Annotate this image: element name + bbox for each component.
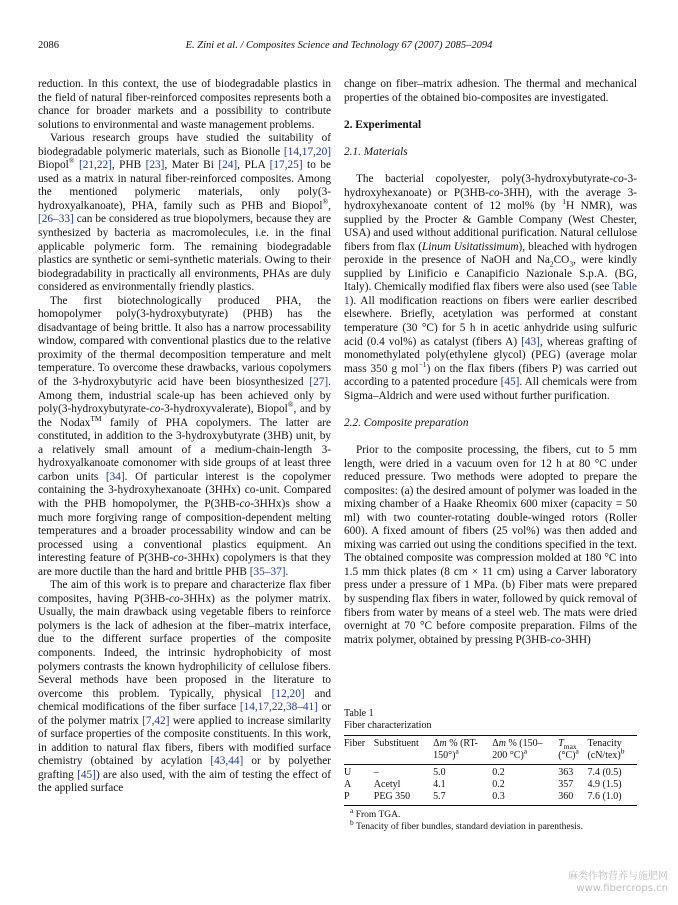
section-heading: 2. Experimental xyxy=(344,118,422,131)
text: , xyxy=(328,199,331,212)
text: family of PHA copolymers. The latter are constituted, in addition to the 3-hydroxybutyrate (3HB) unit, by a relatively small amount of a medium-chain-length 3-hydroxyalkanoate comonomer with side groups of at least three carbon units xyxy=(38,416,332,483)
citation-link[interactable]: [14,17,20] xyxy=(283,145,331,158)
text: -3-hydroxyvalerate), Biopol xyxy=(160,403,288,416)
cell-substituent: Acetyl xyxy=(373,779,401,790)
text: or of the polymer matrix xyxy=(38,701,331,727)
text: . Among them, industrial scale-up has been achieved only by poly(3-hydroxybutyrate- xyxy=(38,376,331,416)
table-footnote: $^b$ Tenacity of fiber bundles, standard deviation in parenthesis. xyxy=(350,817,583,832)
citation-link[interactable]: [14,17,22,38–41] xyxy=(239,701,318,714)
header-dm-150-200: Δm % (150– 200 °C)$^a$ xyxy=(492,736,558,765)
italic-co: co xyxy=(173,552,184,565)
citation-link[interactable]: [34] xyxy=(105,470,125,483)
italic-co: co xyxy=(550,633,562,646)
cell-dm2: 0.2 xyxy=(492,779,505,790)
table-footnote: $^a$ From TGA. xyxy=(350,805,401,820)
subsection-heading: 2.2. Composite preparation xyxy=(344,416,469,429)
table-caption: Fiber characterization xyxy=(344,720,432,731)
text: The first biotechnologically produced PHA, the homopolymer poly(3-hydroxybutyrate) (PHB) has the disadvantage of being brittle. It also has a narrow processability window, compared with conventional plastics due to the relative proximity of the thermal decomposition temperature and melt temperature. To overcome these drawbacks, various copolymers of the 3-hydroxybutyric acid have been biosynthesized xyxy=(38,294,331,389)
cell-dm1: 5.7 xyxy=(433,791,492,806)
text: Various research groups have studied the suitability of biodegradable polymeric materials, such as Bionolle xyxy=(38,132,331,158)
text: The bacterial copolyester, poly(3-hydroxybutyrate- xyxy=(356,172,614,185)
latin-name: Linum Usitatissimum xyxy=(422,240,519,253)
cell-dm1: 5.0 xyxy=(433,767,446,778)
text: can be considered as true biopolymers, because they are synthesized by bacteria as macromolecules, i.e. in the final applicable polymeric form. The remaining biodegradable plastics are synthetic or semi-synthetic materials. Owing to their biodegradability in practically all environments, PHAs are duly considered as environmentally friendly plastics. xyxy=(38,213,331,294)
text: or by polyether grafting xyxy=(38,755,331,781)
header-substituent: Substituent xyxy=(374,736,433,765)
header-tmax: $T_{max}$ $(^\circ C)^a$ xyxy=(558,736,587,765)
text: -3HH), with the average 3-hydroxyhexanoate content of 12 mol% (by xyxy=(344,186,637,213)
cell-substituent: – xyxy=(373,767,379,778)
spacer xyxy=(344,430,637,444)
header-tenacity: Tenacity $(cN/tex)^b$ xyxy=(587,736,637,765)
paragraph xyxy=(38,132,331,295)
table-header-row xyxy=(344,736,637,765)
citation-link[interactable]: [43,44] xyxy=(210,755,244,768)
subscript: 2 xyxy=(549,259,554,269)
text: Biopol xyxy=(38,159,69,172)
paragraph xyxy=(344,173,637,403)
citation-link[interactable]: [26–33] xyxy=(38,213,74,226)
subsection-heading: 2.1. Materials xyxy=(344,145,408,158)
text: , PHB xyxy=(111,159,146,172)
text: ) are also used, with the aim of testing the effect of the applied surface xyxy=(38,768,331,795)
text: -3HHx) as the polymer matrix. Usually, the main drawback using vegetable fibers to reinforce polymers is the lack of adhesion at the fiber–matrix interface, due to the different surface properties of the composite components. Indeed, the intrinsic hydrophobicity of most polymers contrasts the known hydrophilicity of cellulose fibers. Several methods have been proposed in the literature to overcome this problem. Typically, physical xyxy=(38,592,332,700)
subscript: 3 xyxy=(569,259,574,269)
citation-link[interactable]: [17,25] xyxy=(269,159,303,172)
page-header xyxy=(38,40,640,54)
spacer xyxy=(344,403,637,417)
table-reference-link[interactable]: Table 1 xyxy=(344,281,637,307)
registered-mark: ® xyxy=(68,156,75,166)
citation-link[interactable]: [43] xyxy=(521,335,540,348)
watermark-line: 麻类作物营养与施肥网 xyxy=(568,871,668,882)
italic-co: co xyxy=(169,592,180,605)
cell-dm2: 0.2 xyxy=(492,767,505,778)
citation-link[interactable]: [35–37] xyxy=(249,565,286,578)
cell-fiber: U xyxy=(344,767,352,778)
text: Prior to the composite processing, the fibers, cut to 5 mm length, were dried in a vacuum oven for 12 h at 80 °C under reduced pressure. Two methods were adopted to prepare the composites: (a) the desired amount of polymer was loaded in the mixing chamber of a Haake Rheomix 600 mixer (capacity = 50 ml) with two counter-rotating double-winged rotors (Roller 600). A fixed amount of fibers (25 vol%) was then added and mixing was carried out using the conditions specified in the text. The obtained composite was compression molded at 180 °C into 1.5 mm thick plates (8 cm × 11 cm) using a Carver laboratory press under a pressure of 1 MPa. (b) Fiber mats were prepared by suspending flax fibers in water, followed by quick removal of fibers from water by means of a steel web. The mats were dried overnight at 70 °C before composite preparation. Films of the matrix polymer, obtained by pressing P(3HB- xyxy=(344,444,637,646)
citation-link[interactable]: [12,20] xyxy=(271,687,305,700)
cell-tenacity: 7.4 (0.5) xyxy=(587,767,622,778)
text: CO xyxy=(553,254,570,267)
paragraph: change on fiber–matrix adhesion. The thermal and mechanical properties of the obtained bio-composites are investigated. xyxy=(344,78,637,104)
italic-co: co xyxy=(239,497,251,510)
text: -3HHx)s show a much more forgiving range of composition-dependent melting temperatures and a broader processability window and can be processed using a conventional plastics equipment. An interesting feature of P(3HB- xyxy=(38,497,331,565)
text: , and by the Nodax xyxy=(38,403,331,429)
text: and chemical modifications of the fiber surface xyxy=(38,687,331,714)
table-label: Table 1 xyxy=(344,708,374,719)
citation-link[interactable]: [45] xyxy=(500,376,520,389)
text: ). All modification reactions on fibers were earlier described elsewhere. Briefly, acetylation was performed at constant temperature (30 °C) for 5 h in acetic anhydride using sulfuric acid (0.4 vol%) as catalyst (fibers A) xyxy=(344,294,637,348)
text: . Of particular interest is the copolymer containing the 3-hydroxyhexanoate (3HHx) co-unit. Compared with the PHB homopolymer, the P(3HB- xyxy=(38,470,331,510)
text: The aim of this work is to prepare and characterize flax fiber composites, having P(3HB- xyxy=(38,579,331,605)
text: were applied to increase similarity of surface properties of the composite constituents. In this work, in addition to natural flax fibers, fibers with modified surface chemistry (obtained by acylation xyxy=(38,714,331,768)
watermark-line: www.fibercrops.cn xyxy=(576,883,668,894)
italic-co: co xyxy=(613,172,624,185)
paragraph xyxy=(344,444,637,647)
citation-link[interactable]: [23] xyxy=(145,159,165,172)
registered-mark: ® xyxy=(322,197,329,207)
text: , were kindly supplied by Linificio e Canapificio Nazionale S.p.A. (BG, Italy). Chemically modified flax fibers were also used (see xyxy=(344,254,637,294)
fiber-characterization-table xyxy=(344,735,637,806)
paragraph xyxy=(38,579,331,796)
superscript: −1 xyxy=(418,359,427,369)
text: , PLA xyxy=(237,159,270,172)
trademark-mark: TM xyxy=(90,413,102,423)
italic-co: co xyxy=(149,403,161,416)
cell-tenacity: 4.9 (1.5) xyxy=(587,779,622,790)
superscript: 1 xyxy=(562,197,567,207)
running-title: E. Zini et al. / Composites Science and Technology 67 (2007) 2085–2094 xyxy=(185,40,493,51)
text: -3-hydroxyhexanoate) or P(3HB- xyxy=(344,172,637,199)
registered-mark: ® xyxy=(287,400,294,410)
citation-link[interactable]: [7,42] xyxy=(142,714,170,727)
paragraph xyxy=(38,295,331,579)
paragraph: reduction. In this context, the use of biodegradable plastics in the field of natural fiber-reinforced composites represents both a chance for broader markets and a possibility to contribute solutions to environmental and waste management problems. xyxy=(38,78,331,131)
spacer xyxy=(344,159,637,173)
cell-dm1: 4.1 xyxy=(433,779,446,790)
cell-dm2: 0.3 xyxy=(492,791,558,806)
text: -3HHx) copolymers is that they are more ductile than the hard and brittle PHB xyxy=(38,552,331,578)
table-row xyxy=(344,779,637,791)
text: . All chemicals were from Sigma–Aldrich and were used without further purification. xyxy=(344,376,637,402)
spacer xyxy=(344,132,637,146)
header-fiber: Fiber xyxy=(344,736,374,765)
text: , whereas grafting of monomethylated poly(ethylene glycol) (PEG) (average molar mass 350 g mol xyxy=(344,335,637,375)
table-1 xyxy=(344,708,637,833)
text: ) on the flax fibers (fibers P) was carried out according to a patented procedure xyxy=(344,362,638,389)
header-dm-rt-150: Δm % (RT- 150°)$^a$ xyxy=(433,736,492,765)
table-row xyxy=(344,765,637,780)
cell-tmax: 357 xyxy=(558,779,574,790)
citation-link[interactable]: [21,22] xyxy=(78,159,112,172)
table-row xyxy=(344,791,637,806)
watermark xyxy=(568,871,668,895)
citation-link[interactable]: [27] xyxy=(309,376,329,389)
italic-co: co xyxy=(489,186,500,199)
citation-link[interactable]: [24] xyxy=(218,159,238,172)
text: , Mater Bi xyxy=(164,159,219,172)
spacer xyxy=(344,105,637,119)
right-column xyxy=(344,78,637,647)
text: ), bleached with hydrogen peroxide in the presence of NaOH and Na xyxy=(344,240,637,267)
table-footnotes xyxy=(344,805,637,833)
cell-tenacity: 7.6 (1.0) xyxy=(587,791,637,806)
cell-fiber: A xyxy=(344,779,352,790)
text: H NMR), was supplied by the Procter & Gamble Company (West Chester, USA) and used without additional purification. Natural cellulose fibers from flax ( xyxy=(344,200,638,253)
text: -3HH) xyxy=(561,633,591,646)
text: to be used as a matrix in natural fiber-reinforced composites. Among the mentioned polymeric materials, only poly(3-hydroxyalkanoate), PHA, family such as PHB and Biopol xyxy=(38,159,331,212)
cell-substituent: PEG 350 xyxy=(374,791,433,806)
citation-link[interactable]: [45] xyxy=(77,768,96,781)
cell-fiber: P xyxy=(344,791,374,806)
left-column xyxy=(38,78,331,796)
cell-tmax: 363 xyxy=(558,767,574,778)
cell-tmax: 360 xyxy=(558,791,587,806)
text: . xyxy=(285,565,289,578)
page-number: 2086 xyxy=(38,40,59,51)
